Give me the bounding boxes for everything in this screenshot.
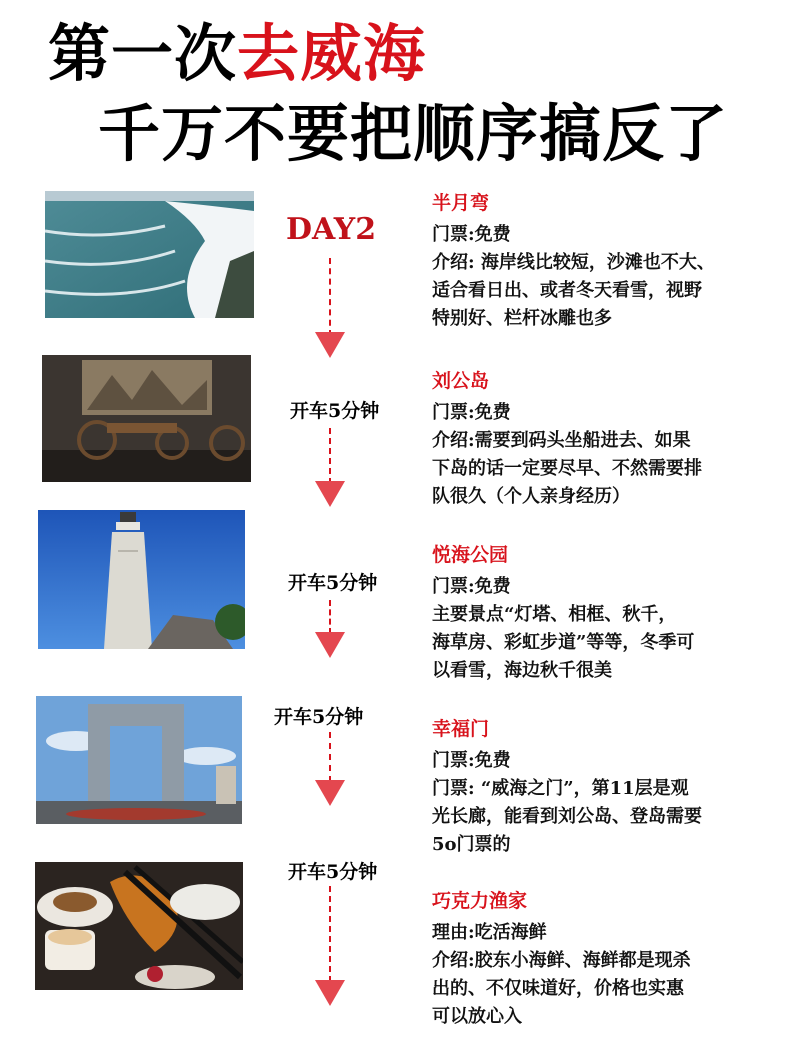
spot-name: 刘公岛 [432, 370, 490, 392]
timeline-dash-3 [329, 600, 331, 634]
drive-time-label: 开车5分钟 [288, 572, 378, 594]
spot-line: 光长廊，能看到刘公岛、登岛需要 [432, 806, 702, 827]
spot-line: 可以放心入 [432, 1006, 522, 1027]
spot-line: 介绍:需要到码头坐船进去、如果 [432, 430, 691, 451]
seafood-dish-photo [35, 862, 243, 990]
spot-name: 幸福门 [432, 718, 490, 740]
spot-line: 门票:免费 [432, 750, 511, 771]
day-label: DAY2 [286, 212, 377, 247]
page-title-line1 [48, 18, 426, 90]
lighthouse-photo [38, 510, 245, 649]
spot-line: 以看雪，海边秋千很美 [432, 660, 612, 681]
timeline-dash-5 [329, 886, 331, 982]
spot-line: 适合看日出、或者冬天看雪，视野 [432, 280, 702, 301]
timeline-arrow-down-icon [315, 780, 345, 806]
spot-block [432, 542, 772, 685]
spot-line: 下岛的话一定要尽早、不然需要排 [432, 458, 702, 479]
timeline-dash-2 [329, 428, 331, 484]
spot-line: 主要景点“灯塔、相框、秋千， [432, 604, 677, 625]
timeline-arrow-down-icon [315, 980, 345, 1006]
timeline-dash-4 [329, 732, 331, 782]
timeline-arrow-down-icon [315, 481, 345, 507]
spot-line: 理由:吃活海鲜 [432, 922, 547, 943]
happiness-gate-photo [36, 696, 242, 824]
spot-name: 巧克力渔家 [432, 890, 528, 912]
drive-time-label: 开车5分钟 [274, 706, 364, 728]
timeline-arrow-down-icon [315, 332, 345, 358]
museum-carts-photo [42, 355, 251, 482]
spot-line: 门票: “威海之门”，第11层是观 [432, 778, 689, 799]
timeline-dash-1 [329, 258, 331, 336]
drive-time-label: 开车5分钟 [290, 400, 380, 422]
spot-name: 悦海公园 [432, 544, 509, 566]
spot-line: 门票:免费 [432, 402, 511, 423]
page-title-line2: 千万不要把顺序搞反了 [98, 97, 729, 170]
spot-line: 介绍: 海岸线比较短，沙滩也不大、 [432, 252, 715, 273]
spot-line: 5o门票的 [432, 834, 511, 855]
spot-line: 海草房、彩虹步道”等等，冬季可 [432, 632, 695, 653]
spot-block [432, 190, 772, 333]
spot-block [432, 888, 772, 1031]
drive-time-label: 开车5分钟 [288, 861, 378, 883]
spot-line: 特别好、栏杆冰雕也多 [432, 308, 612, 329]
spot-name: 半月弯 [432, 192, 490, 214]
timeline-arrow-down-icon [315, 632, 345, 658]
title-red-part: 去威海 [237, 17, 427, 90]
spot-line: 介绍:胶东小海鲜、海鲜都是现杀 [432, 950, 691, 971]
spot-block [432, 716, 772, 859]
spot-line: 门票:免费 [432, 576, 511, 597]
spot-block [432, 368, 772, 511]
snowy-beach-photo [45, 191, 254, 318]
spot-line: 门票:免费 [432, 224, 511, 245]
title-black-part: 第一次 [48, 17, 238, 90]
spot-line: 队很久（个人亲身经历） [432, 486, 630, 507]
spot-line: 出的、不仅味道好，价格也实惠 [432, 978, 684, 999]
